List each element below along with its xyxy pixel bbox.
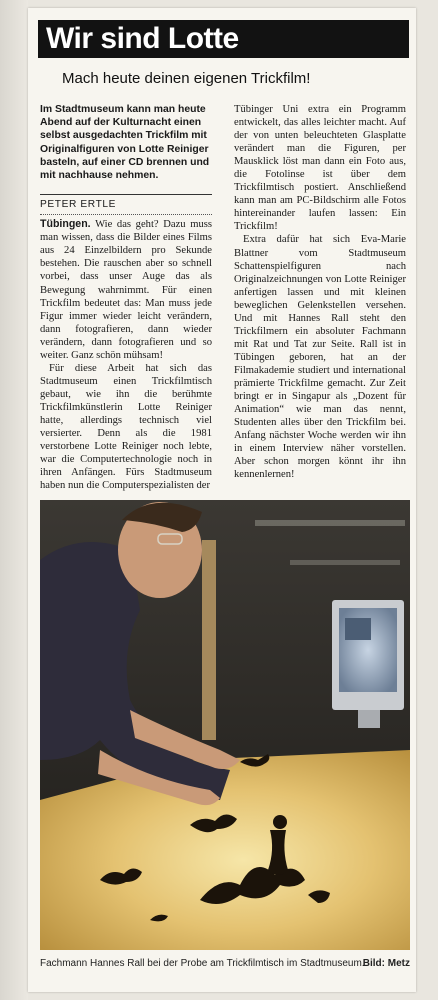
article-dateline: Tübingen. <box>40 218 91 231</box>
article-photo <box>40 500 410 950</box>
photo-caption-text: Fachmann Hannes Rall bei der Probe am Trickfilmtisch im Stadtmuseum. <box>40 958 365 969</box>
article-paragraph-2: Für diese Arbeit hat sich das Stadtmuseum einen Trickfilmtisch gebaut, wie ihn die berühmte Trickfilmkünstlerin Lotte Reiniger hatte, allerdings technisch viel versierter. Denn als die 1981 verstorbene Lotte Reiniger noch lebte, war die Computertechnologie noch in ihren Anfängen. Fürs Stadtmuseum haben nun die Computerspezialisten der <box>40 362 212 492</box>
masthead-bar <box>38 20 409 58</box>
article-column-left <box>40 103 212 492</box>
photo-credit-label: Bild: <box>362 958 385 969</box>
article-lede: Im Stadtmuseum kann man heute Abend auf der Kulturnacht einen selbst ausgedachten Trickfilm mit Originalfiguren von Lotte Reiniger basteln, auf einer CD brennen und mit nachhause nehmen. <box>40 104 210 182</box>
photo-illustration <box>40 500 410 950</box>
photo-credit-name: Metz <box>387 958 410 969</box>
article-subtitle: Mach heute deinen eigenen Trickfilm! <box>62 70 311 87</box>
article-paragraph-1 <box>40 218 212 362</box>
photo-pillar <box>202 540 216 740</box>
article-author: PETER ERTLE <box>40 198 212 215</box>
article-paragraph-3: Extra dafür hat sich Eva-Marie Blattner vom Stadtmuseum Schattenspielfiguren nach Originalzeichnungen von Lotte Reiniger anfertigen lassen und mit kleinen beweglichen Gelenkstellen versehen. Und mit Hannes Rall steht den Trickfilmern ein absoluter Fachmann mit Rat und Tat zur Seite. Rall ist in Tübingen geboren, hat an der Filmakademie studiert und international prämierte Trickfilme gemacht. Zur Zeit bringt er in Singapur als „Dozent für Animation“ wie man das nennt, Studenten alles über den Trickfilm bei. Anfang nächster Woche werden wir ihn in einem Interview näher vorstellen. Aber schon morgen könnt ihr ihn kennenlernen! <box>234 234 406 481</box>
adjacent-page-edge <box>0 0 28 1000</box>
photo-monitor <box>332 600 404 728</box>
article-paragraph-1-text: Wie das geht? Dazu muss man wissen, dass die Bilder eines Films aus 24 Einzelbildern pro Sekunde bestehen. Die rauschen aber so schnell vorbei, dass unser Auge das als Bewegung wahrnimmt. Für einen Trickfilm bedeutet das: Man muss jede Figur immer wieder leicht verändern, dann fotografieren, dann wieder verändern, dann fotografieren und so weiter. Ganz schön mühsam! <box>40 219 212 361</box>
article-column-right <box>234 103 406 481</box>
masthead-title: Wir sind Lotte <box>46 22 239 55</box>
photo-credit <box>363 958 410 970</box>
photo-caption <box>40 958 410 970</box>
author-divider <box>40 194 212 195</box>
article-paragraph-2-continued: Tübinger Uni extra ein Programm entwickelt, das alles leichter macht. Auf der von unten beleuchteten Glasplatte verändert man die Figuren, per Mausklick löst man dann ein Foto aus, die Fotolinse ist über dem Trickfilmtisch postiert. Anschließend kann man am PC-Bildschirm alle Fotos hintereinander laufen lassen: Ein Trickfilm! <box>234 104 406 233</box>
